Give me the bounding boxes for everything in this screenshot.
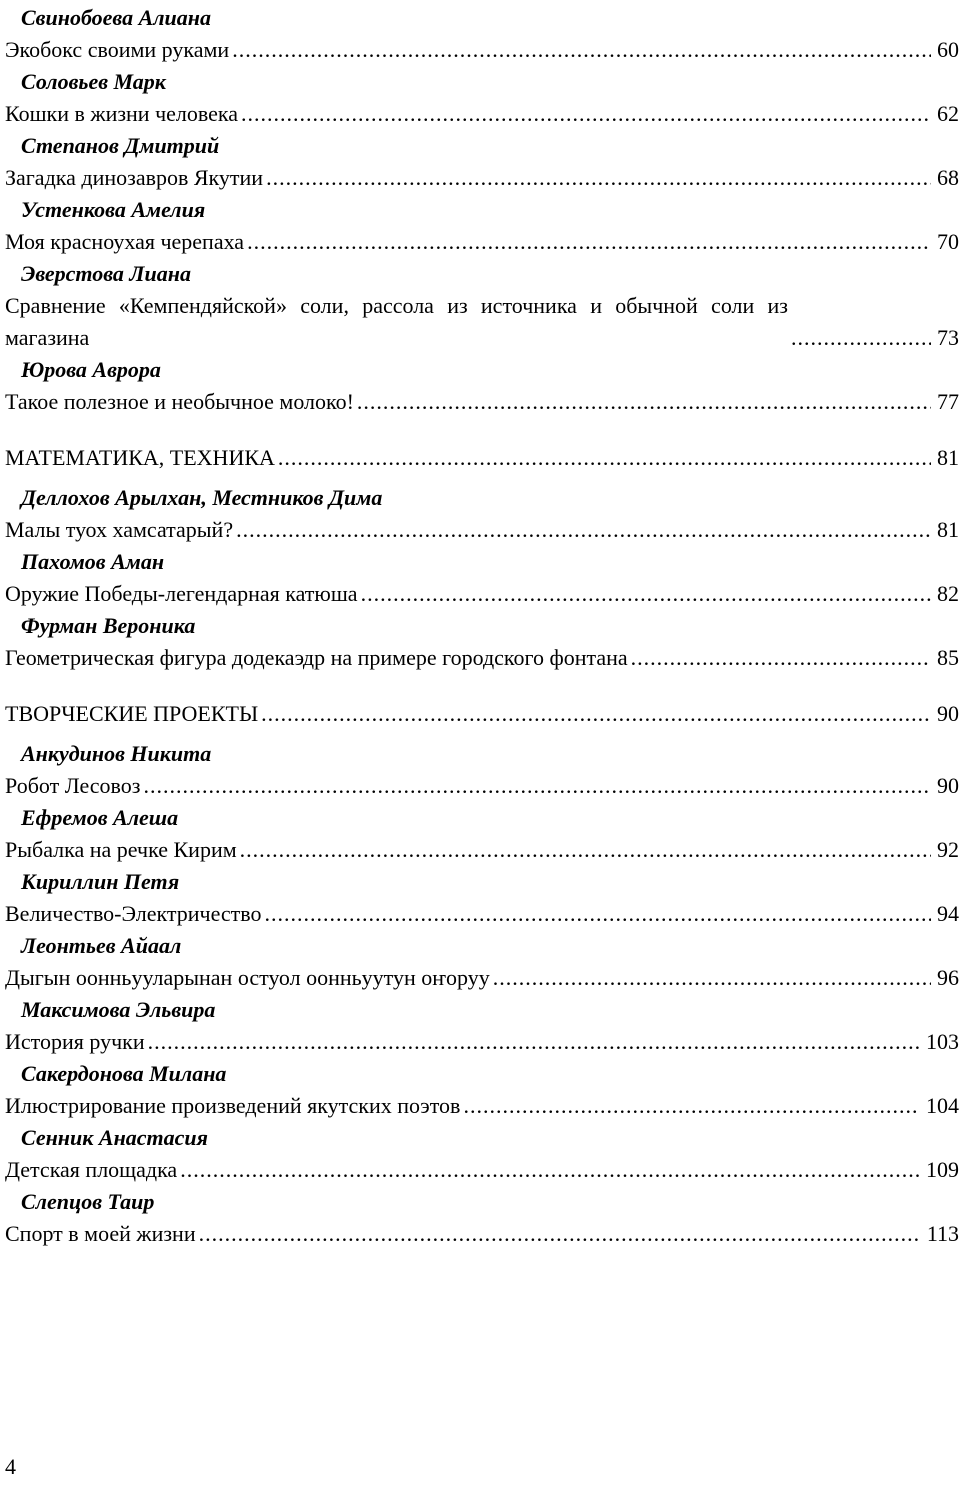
toc-entry-title: Загадка динозавров Якутии — [5, 165, 264, 190]
toc-entry-title: Геометрическая фигура додекаэдр на примере городского фонтана — [5, 645, 628, 670]
toc-page-ref: 70 — [937, 229, 959, 254]
toc-author-name: Кириллин Петя — [21, 869, 180, 894]
toc-entry-row — [5, 1154, 959, 1186]
dot-leader — [180, 1154, 920, 1186]
dot-leader — [265, 898, 931, 930]
toc-entry-title: Робот Лесовоз — [5, 773, 141, 798]
toc-entry-title: Сравнение «Кемпендяйской» соли, рассола из источника и обычной соли из магазина — [5, 293, 788, 350]
dot-leader — [143, 770, 931, 802]
toc-author-name: Фурман Вероника — [21, 613, 196, 638]
dot-leader — [247, 226, 931, 258]
toc-entry-row — [5, 1090, 959, 1122]
toc-page-ref: 90 — [937, 773, 959, 798]
toc-entry-row — [5, 162, 959, 194]
toc-author-name: Слепцов Таир — [21, 1189, 155, 1214]
toc-page-ref: 62 — [937, 101, 959, 126]
toc-author-name: Эверстова Лиана — [21, 261, 191, 286]
toc-entry-title: Моя красноухая черепаха — [5, 229, 245, 254]
toc-page-ref: 60 — [937, 37, 959, 62]
toc-author-name: Юрова Аврора — [21, 357, 161, 382]
toc-entry-title: Оружие Победы-легендарная катюша — [5, 581, 358, 606]
toc-entry-title: Кошки в жизни человека — [5, 101, 239, 126]
toc-section-row — [5, 698, 959, 730]
toc-author-name: Сакердонова Милана — [21, 1061, 227, 1086]
toc-author-name: Соловьев Марк — [21, 69, 166, 94]
toc-entry-title: Величество-Электричество — [5, 901, 262, 926]
toc-page-ref: 103 — [926, 1029, 959, 1054]
toc-author-name: Степанов Дмитрий — [21, 133, 220, 158]
toc-page-ref: 81 — [937, 445, 959, 470]
toc-author-name: Ефремов Алеша — [21, 805, 179, 830]
dot-leader — [361, 578, 931, 610]
toc-author-name: Леонтьев Айаал — [21, 933, 182, 958]
toc-page-ref: 104 — [926, 1093, 959, 1118]
toc-entry-row — [5, 962, 959, 994]
toc-page-ref: 85 — [937, 645, 959, 670]
toc-entry-title: Малы туох хамсатарый? — [5, 517, 234, 542]
toc-entry-row — [5, 1026, 959, 1058]
toc-page-ref: 96 — [937, 965, 959, 990]
toc-section-row — [5, 442, 959, 474]
toc-section-title: ТВОРЧЕСКИЕ ПРОЕКТЫ — [5, 701, 259, 726]
dot-leader — [241, 98, 931, 130]
toc-page-ref: 82 — [937, 581, 959, 606]
toc-author-name: Свинобоева Алиана — [21, 5, 211, 30]
dot-leader — [261, 698, 931, 730]
toc-page-ref: 68 — [937, 165, 959, 190]
page-number: 4 — [5, 1454, 16, 1479]
toc-entry-row — [5, 578, 959, 610]
toc-author-name: Сенник Анастасия — [21, 1125, 208, 1150]
dot-leader — [493, 962, 931, 994]
toc-page-ref: 81 — [937, 517, 959, 542]
toc-entry-row — [5, 226, 959, 258]
toc-page-ref: 92 — [937, 837, 959, 862]
toc-author-name: Максимова Эльвира — [21, 997, 216, 1022]
table-of-contents — [5, 2, 959, 1250]
dot-leader — [266, 162, 931, 194]
toc-page-ref: 94 — [937, 901, 959, 926]
toc-author-name: Анкудинов Никита — [21, 741, 212, 766]
dot-leader — [236, 514, 931, 546]
toc-entry-title: Экобокс своими руками — [5, 37, 230, 62]
toc-page-ref: 73 — [937, 325, 959, 350]
dot-leader — [199, 1218, 921, 1250]
dot-leader — [148, 1026, 920, 1058]
toc-entry-title: Такое полезное и необычное молоко! — [5, 389, 354, 414]
dot-leader — [357, 386, 931, 418]
toc-entry-title: Рыбалка на речке Кирим — [5, 837, 237, 862]
dot-leader — [240, 834, 931, 866]
toc-entry-title: История ручки — [5, 1029, 145, 1054]
dot-leader — [631, 642, 931, 674]
dot-leader — [278, 442, 931, 474]
toc-page-ref: 113 — [926, 1221, 959, 1246]
toc-entry-title: Детская площадка — [5, 1157, 178, 1182]
dot-leader — [791, 322, 931, 354]
toc-entry-row — [5, 834, 959, 866]
toc-page-ref: 109 — [926, 1157, 959, 1182]
toc-entry-row — [5, 34, 959, 66]
toc-entry-row — [5, 1218, 959, 1250]
toc-page-ref: 77 — [937, 389, 959, 414]
toc-entry-title: Дыгын оонньууларынан остуол оонньуутун оҥоруу — [5, 965, 490, 990]
toc-entry-row — [5, 642, 959, 674]
toc-author-name: Деллохов Арылхан, Местников Дима — [21, 485, 383, 510]
toc-section-title: МАТЕМАТИКА, ТЕХНИКА — [5, 445, 275, 470]
toc-entry-row — [5, 514, 959, 546]
dot-leader — [463, 1090, 920, 1122]
toc-page-ref: 90 — [937, 701, 959, 726]
toc-author-name: Пахомов Аман — [21, 549, 165, 574]
toc-entry-row — [5, 386, 959, 418]
toc-entry-title: Илюстрирование произведений якутских поэтов — [5, 1093, 461, 1118]
toc-author-name: Устенкова Амелия — [21, 197, 206, 222]
toc-entry-row — [5, 770, 959, 802]
toc-entry-row — [5, 290, 959, 354]
toc-entry-title: Спорт в моей жизни — [5, 1221, 196, 1246]
toc-entry-row — [5, 98, 959, 130]
toc-entry-row — [5, 898, 959, 930]
dot-leader — [232, 34, 931, 66]
